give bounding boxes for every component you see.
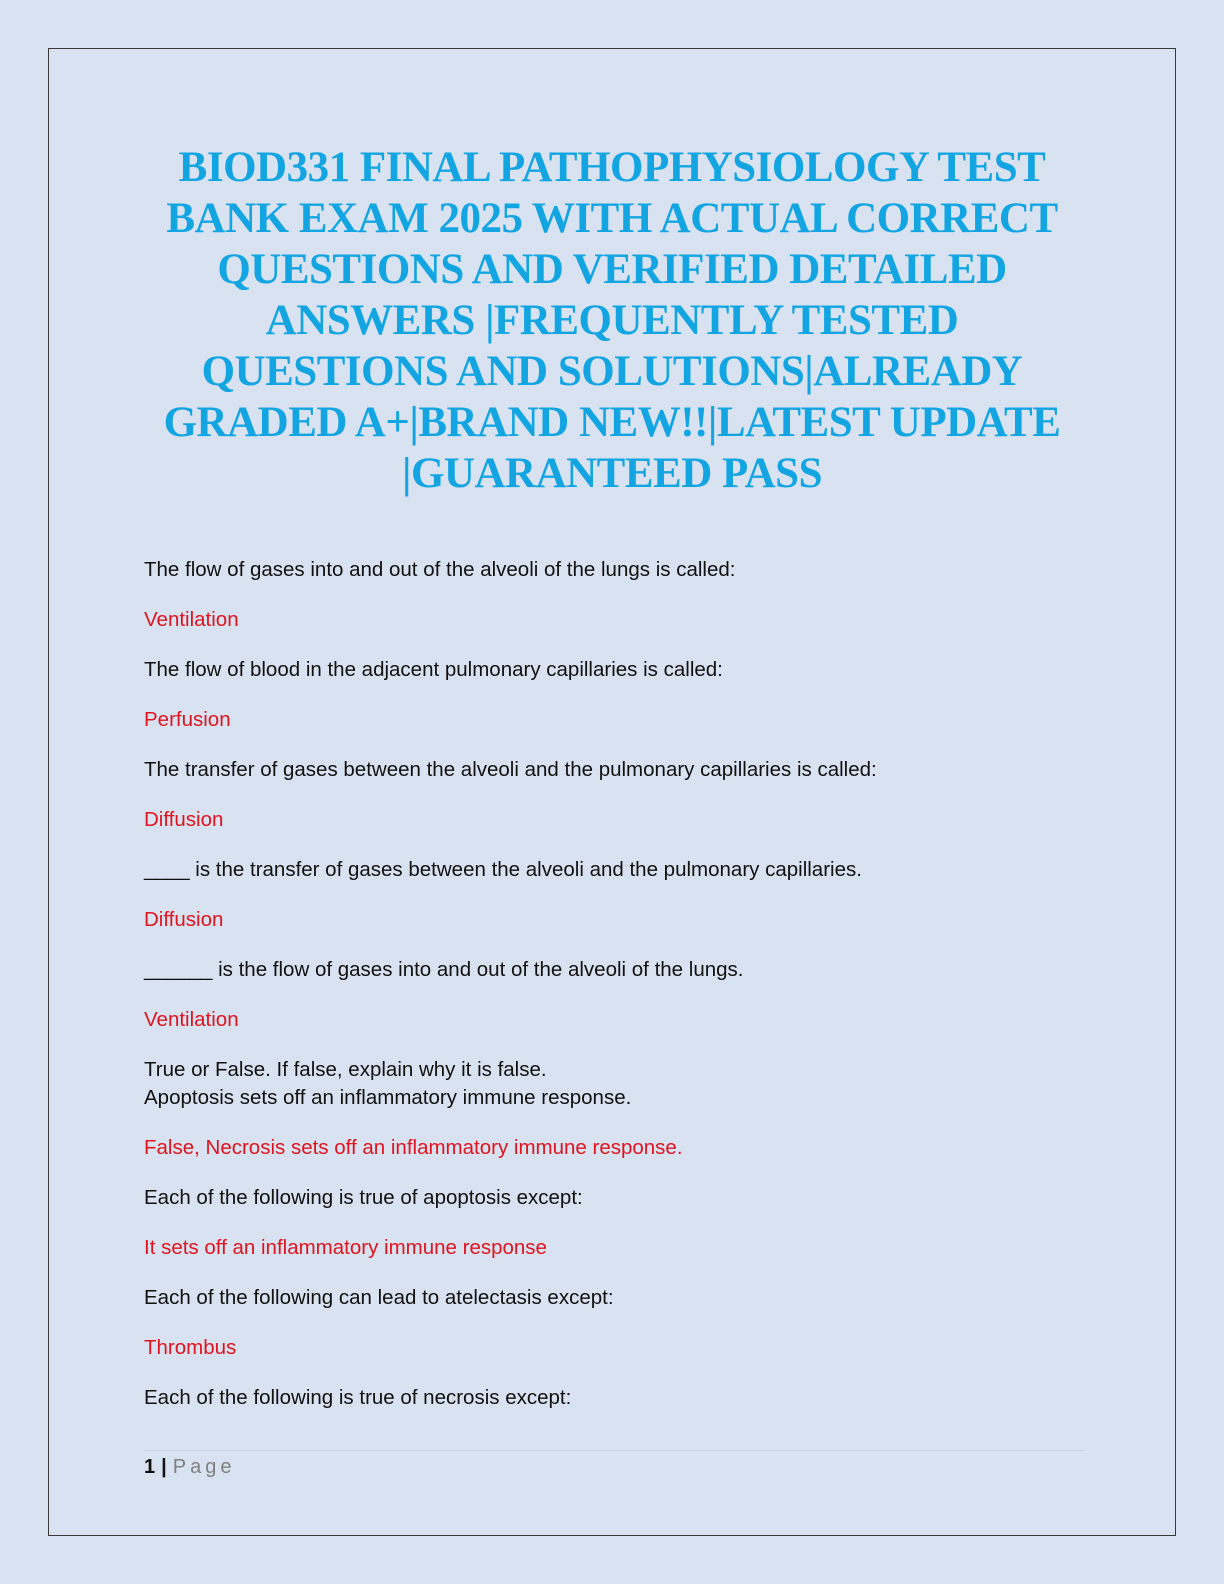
page-label: Page bbox=[172, 1456, 236, 1478]
answer-5: Ventilation bbox=[144, 1008, 239, 1031]
question-1: The flow of gases into and out of the alveoli of the lungs is called: bbox=[144, 558, 736, 581]
question-7: Each of the following is true of apoptosis except: bbox=[144, 1186, 583, 1209]
footer-separator: | bbox=[161, 1456, 167, 1478]
question-6: True or False. If false, explain why it is false. bbox=[144, 1058, 547, 1081]
answer-8: Thrombus bbox=[144, 1336, 237, 1359]
answer-2: Perfusion bbox=[144, 708, 231, 731]
answer-4: Diffusion bbox=[144, 908, 224, 931]
answer-3: Diffusion bbox=[144, 808, 224, 831]
answer-7: It sets off an inflammatory immune response bbox=[144, 1236, 547, 1259]
page-number: 1 bbox=[144, 1456, 156, 1478]
question-5: ______ is the flow of gases into and out of the alveoli of the lungs. bbox=[144, 958, 744, 981]
question-4: ____ is the transfer of gases between the alveoli and the pulmonary capillaries. bbox=[144, 858, 862, 881]
question-6-statement: Apoptosis sets off an inflammatory immune response. bbox=[144, 1086, 632, 1109]
question-2: The flow of blood in the adjacent pulmonary capillaries is called: bbox=[144, 658, 723, 681]
page-footer bbox=[144, 1456, 235, 1479]
footer-divider bbox=[144, 1450, 1084, 1451]
answer-6: False, Necrosis sets off an inflammatory immune response. bbox=[144, 1136, 683, 1159]
question-3: The transfer of gases between the alveoli and the pulmonary capillaries is called: bbox=[144, 758, 877, 781]
question-8: Each of the following can lead to atelectasis except: bbox=[144, 1286, 614, 1309]
question-9: Each of the following is true of necrosis except: bbox=[144, 1386, 572, 1409]
document-title: BIOD331 FINAL PATHOPHYSIOLOGY TEST BANK EXAM 2025 WITH ACTUAL CORRECT QUESTIONS AND VERIFIED DETAILED ANSWERS |FREQUENTLY TESTED QUESTIONS AND SOLUTIONS|ALREADY GRADED A+|BRAND NEW!!|LATEST UPDATE |GUARANTEED PASS bbox=[163, 144, 1061, 497]
qa-content bbox=[144, 556, 1084, 1434]
answer-1: Ventilation bbox=[144, 608, 239, 631]
